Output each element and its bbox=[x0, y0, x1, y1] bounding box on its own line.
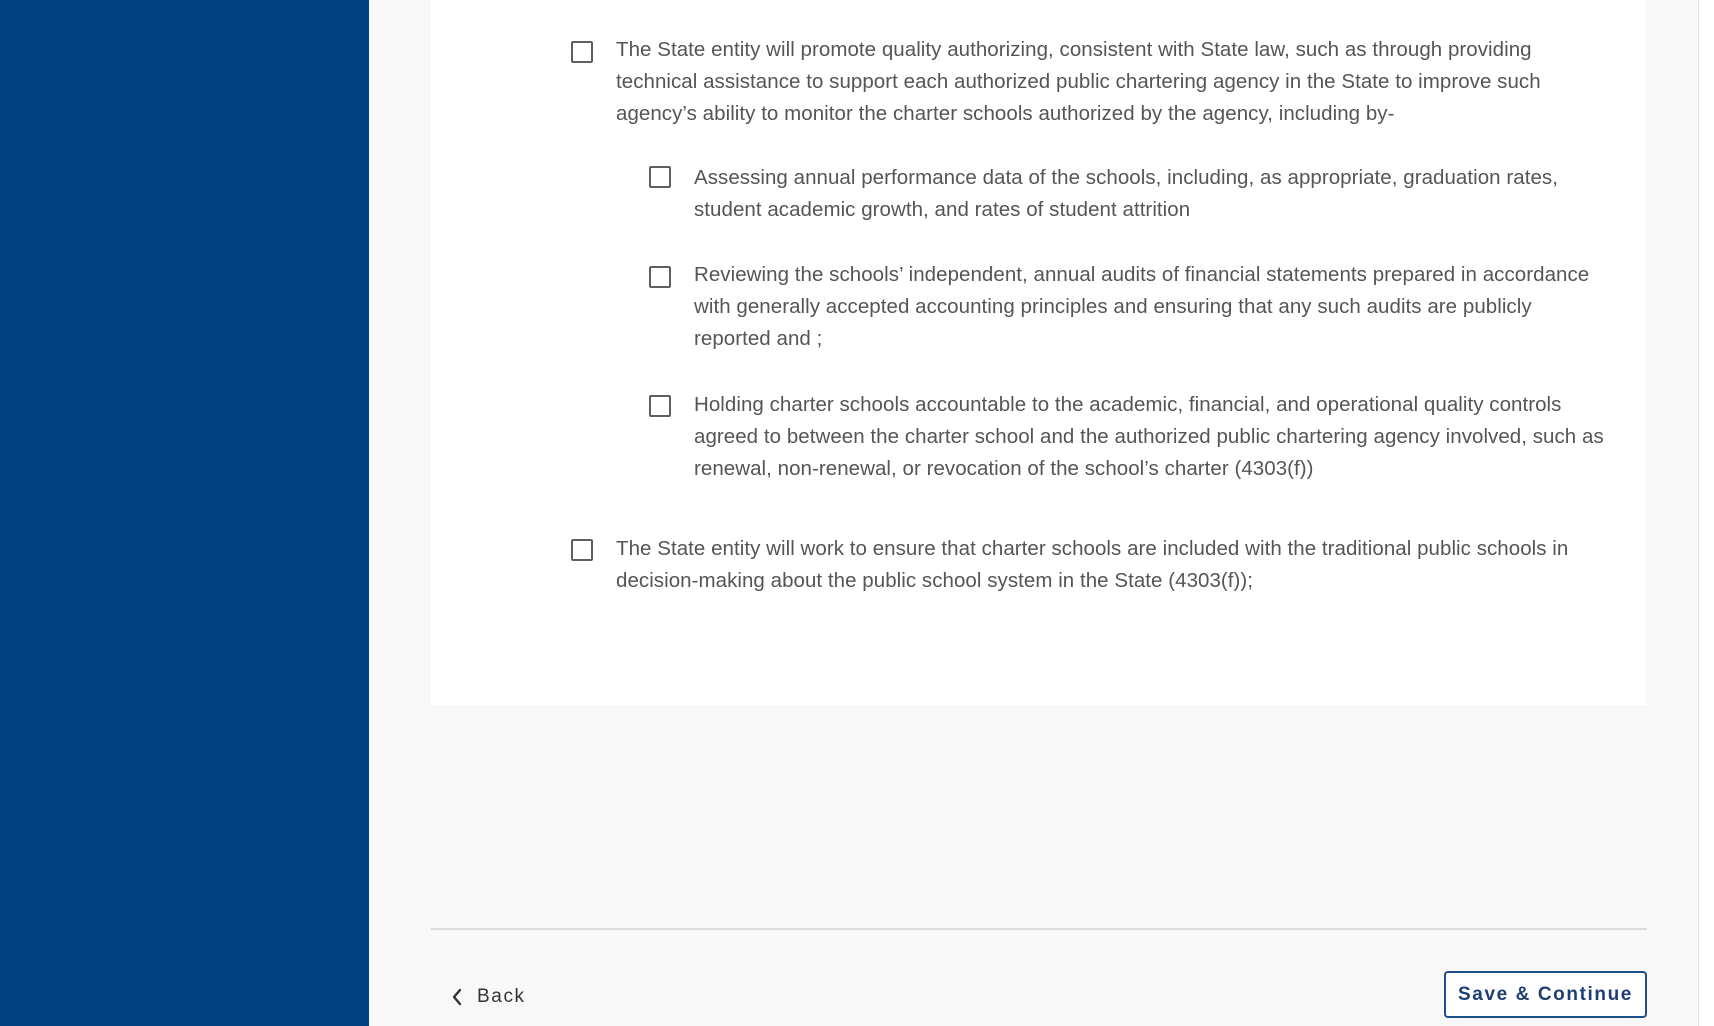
save-continue-button[interactable]: Save & Continue bbox=[1444, 971, 1647, 1018]
checklist-item-label: The State entity will work to ensure that charter schools are included with the traditional public schools in decision-making about the public school system in the State (4303(f)); bbox=[616, 537, 1569, 592]
back-label: Back bbox=[477, 986, 526, 1007]
main-content bbox=[369, 0, 1706, 1026]
back-button[interactable] bbox=[451, 980, 526, 1014]
checkbox[interactable] bbox=[571, 539, 593, 561]
assurances-card bbox=[431, 0, 1646, 705]
checklist-item-label: Reviewing the schools’ independent, annual audits of financial statements prepared in accordance with generally accepted accounting principles and ensuring that any such audits are publicly reported and ; bbox=[694, 263, 1590, 350]
chevron-left-icon bbox=[451, 987, 463, 1007]
checklist-subitem-accountability bbox=[649, 389, 1614, 485]
checklist-item-decision-making bbox=[571, 533, 1616, 597]
sidebar bbox=[0, 0, 369, 1026]
checklist-item-label: Holding charter schools accountable to the academic, financial, and operational quality controls agreed to between the charter school and the authorized public chartering agency involved, such as renewal, non-renewal, or revocation of the school’s charter (4303(f)) bbox=[694, 393, 1604, 480]
checklist-item-quality-authorizing bbox=[571, 34, 1616, 130]
checklist-item-label: The State entity will promote quality authorizing, consistent with State law, such as through providing technical assistance to support each authorized public chartering agency in the State to improve such agency’s ability to monitor the charter schools authorized by the agency, including by- bbox=[616, 38, 1541, 125]
checkbox[interactable] bbox=[571, 41, 593, 63]
scrollbar-track[interactable] bbox=[1698, 0, 1706, 1026]
checklist-subitem-financial-audits bbox=[649, 259, 1614, 355]
checkbox[interactable] bbox=[649, 395, 671, 417]
footer-divider bbox=[431, 928, 1647, 930]
checklist-item-label: Assessing annual performance data of the schools, including, as appropriate, graduation rates, student academic growth, and rates of student attrition bbox=[694, 166, 1558, 221]
checkbox[interactable] bbox=[649, 166, 671, 188]
checkbox[interactable] bbox=[649, 266, 671, 288]
checklist-subitem-performance-data bbox=[649, 162, 1614, 226]
